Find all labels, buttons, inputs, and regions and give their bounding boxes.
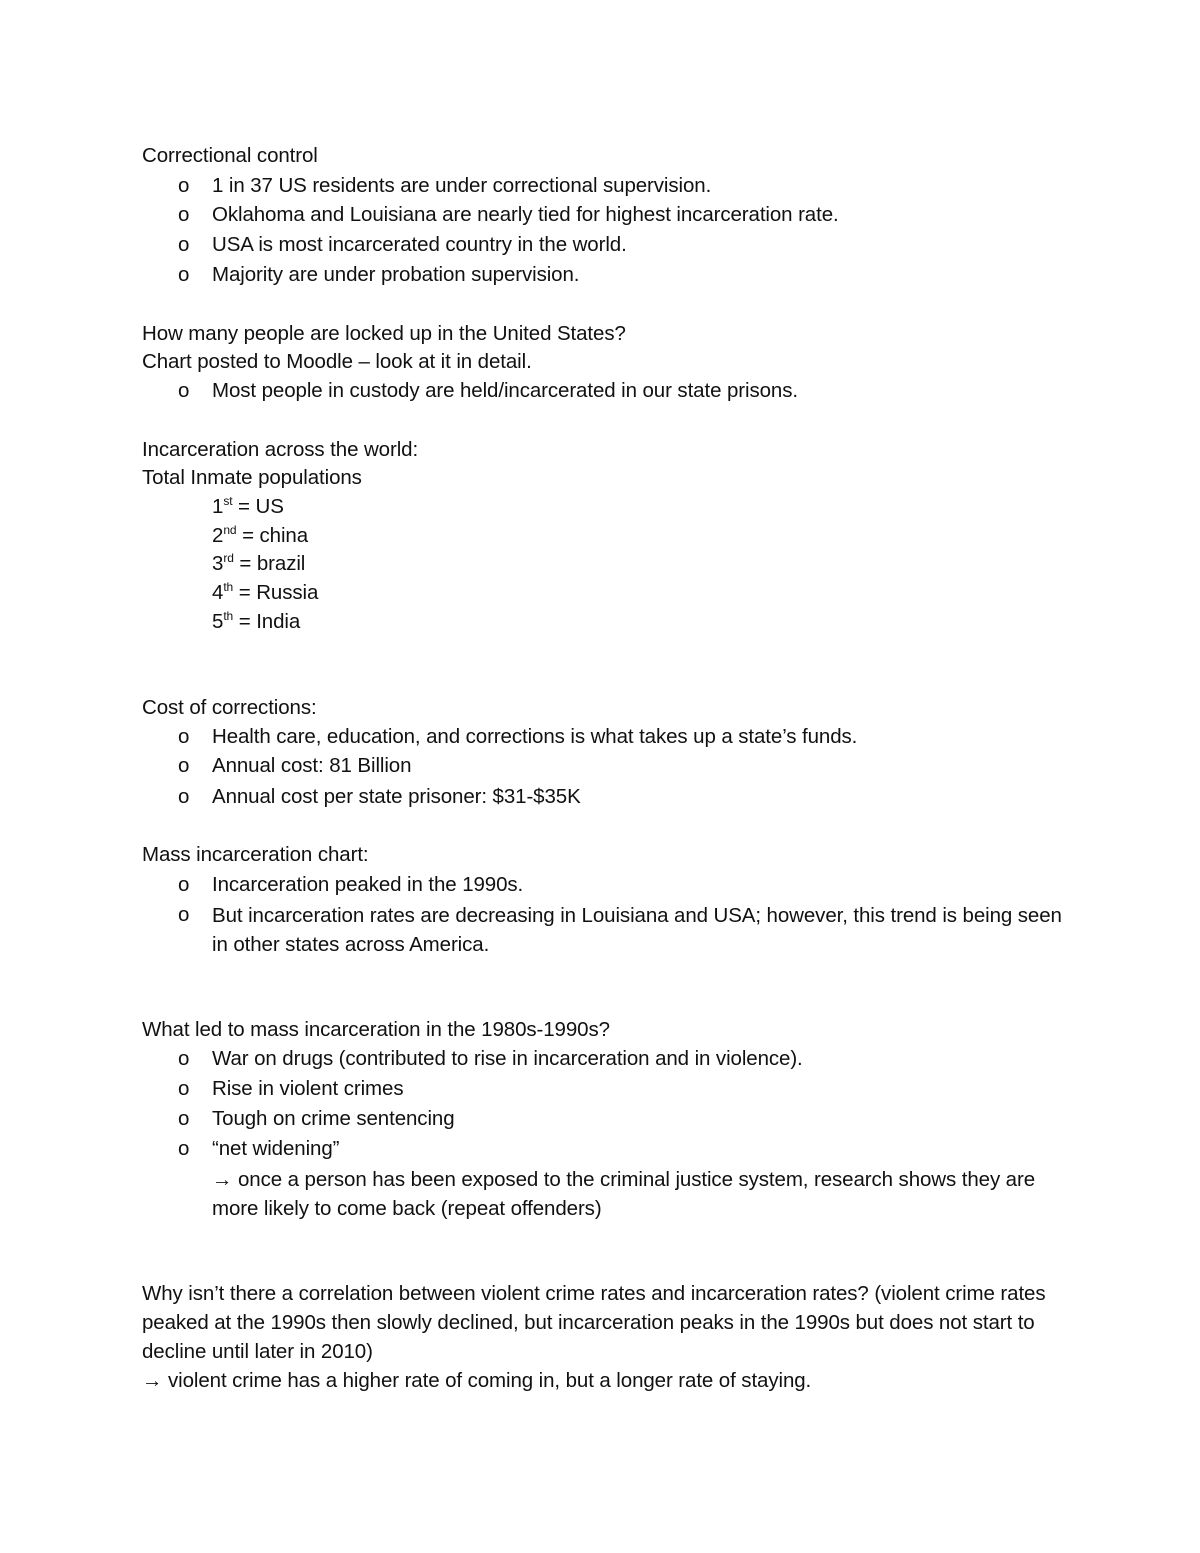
list-item: o Oklahoma and Louisiana are nearly tied for highest incarceration rate. <box>178 201 839 229</box>
section-heading-locked-up: How many people are locked up in the United States? <box>142 322 626 345</box>
bullet-icon: o <box>178 873 190 896</box>
bullet-icon: o <box>178 903 190 926</box>
section-subheading-locked-up: Chart posted to Moodle – look at it in detail. <box>142 350 532 373</box>
rank-item: 3rd = brazil <box>212 551 306 575</box>
bullet-icon: o <box>178 785 190 808</box>
section-heading-mass: Mass incarceration chart: <box>142 843 369 866</box>
rank-item: 5th = India <box>212 609 301 633</box>
section-heading-cost: Cost of corrections: <box>142 696 317 719</box>
bullet-icon: o <box>178 1137 190 1160</box>
list-item: o Health care, education, and corrections is what takes up a state’s funds. <box>178 723 857 751</box>
bullet-icon: o <box>178 725 190 748</box>
list-item: o Annual cost per state prisoner: $31-$35K <box>178 783 581 811</box>
bullet-icon: o <box>178 754 190 777</box>
answer-line: → violent crime has a higher rate of coming in, but a longer rate of staying. <box>142 1369 812 1392</box>
bullet-icon: o <box>178 263 190 286</box>
list-item: o USA is most incarcerated country in the world. <box>178 231 627 259</box>
question-paragraph: Why isn’t there a correlation between violent crime rates and incarceration rates? (violent crime rates peaked at the 1990s then slowly declined, but incarceration peaks in the 1990s but does not start to decline until later in 2010) <box>142 1282 1046 1363</box>
list-item: o 1 in 37 US residents are under correctional supervision. <box>178 172 711 200</box>
section-heading-world: Incarceration across the world: <box>142 438 419 461</box>
bullet-icon: o <box>178 379 190 402</box>
section-heading-led: What led to mass incarceration in the 1980s-1990s? <box>142 1018 610 1041</box>
list-item: o But incarceration rates are decreasing in Louisiana and USA; however, this trend is being seen in other states across America. <box>178 903 1062 956</box>
section-subheading-world: Total Inmate populations <box>142 466 362 489</box>
list-item: o “net widening” <box>178 1135 339 1163</box>
list-item: o Annual cost: 81 Billion <box>178 752 411 780</box>
list-item: o War on drugs (contributed to rise in incarceration and in violence). <box>178 1045 803 1073</box>
list-item: o Incarceration peaked in the 1990s. <box>178 871 523 899</box>
rank-item: 4th = Russia <box>212 580 319 604</box>
rank-item: 2nd = china <box>212 523 309 547</box>
rank-item: 1st = US <box>212 494 284 518</box>
section-heading-correctional: Correctional control <box>142 144 318 167</box>
list-item: o Tough on crime sentencing <box>178 1105 455 1133</box>
bullet-icon: o <box>178 1107 190 1130</box>
bullet-icon: o <box>178 1077 190 1100</box>
list-item: o Most people in custody are held/incarcerated in our state prisons. <box>178 377 798 405</box>
list-item: o Rise in violent crimes <box>178 1075 403 1103</box>
list-item: o Majority are under probation supervision. <box>178 261 579 289</box>
bullet-icon: o <box>178 1047 190 1070</box>
bullet-icon: o <box>178 174 190 197</box>
bullet-icon: o <box>178 203 190 226</box>
arrow-note: → once a person has been exposed to the criminal justice system, research shows they are more likely to come back (repeat offenders) <box>212 1168 1036 1220</box>
bullet-icon: o <box>178 233 190 256</box>
